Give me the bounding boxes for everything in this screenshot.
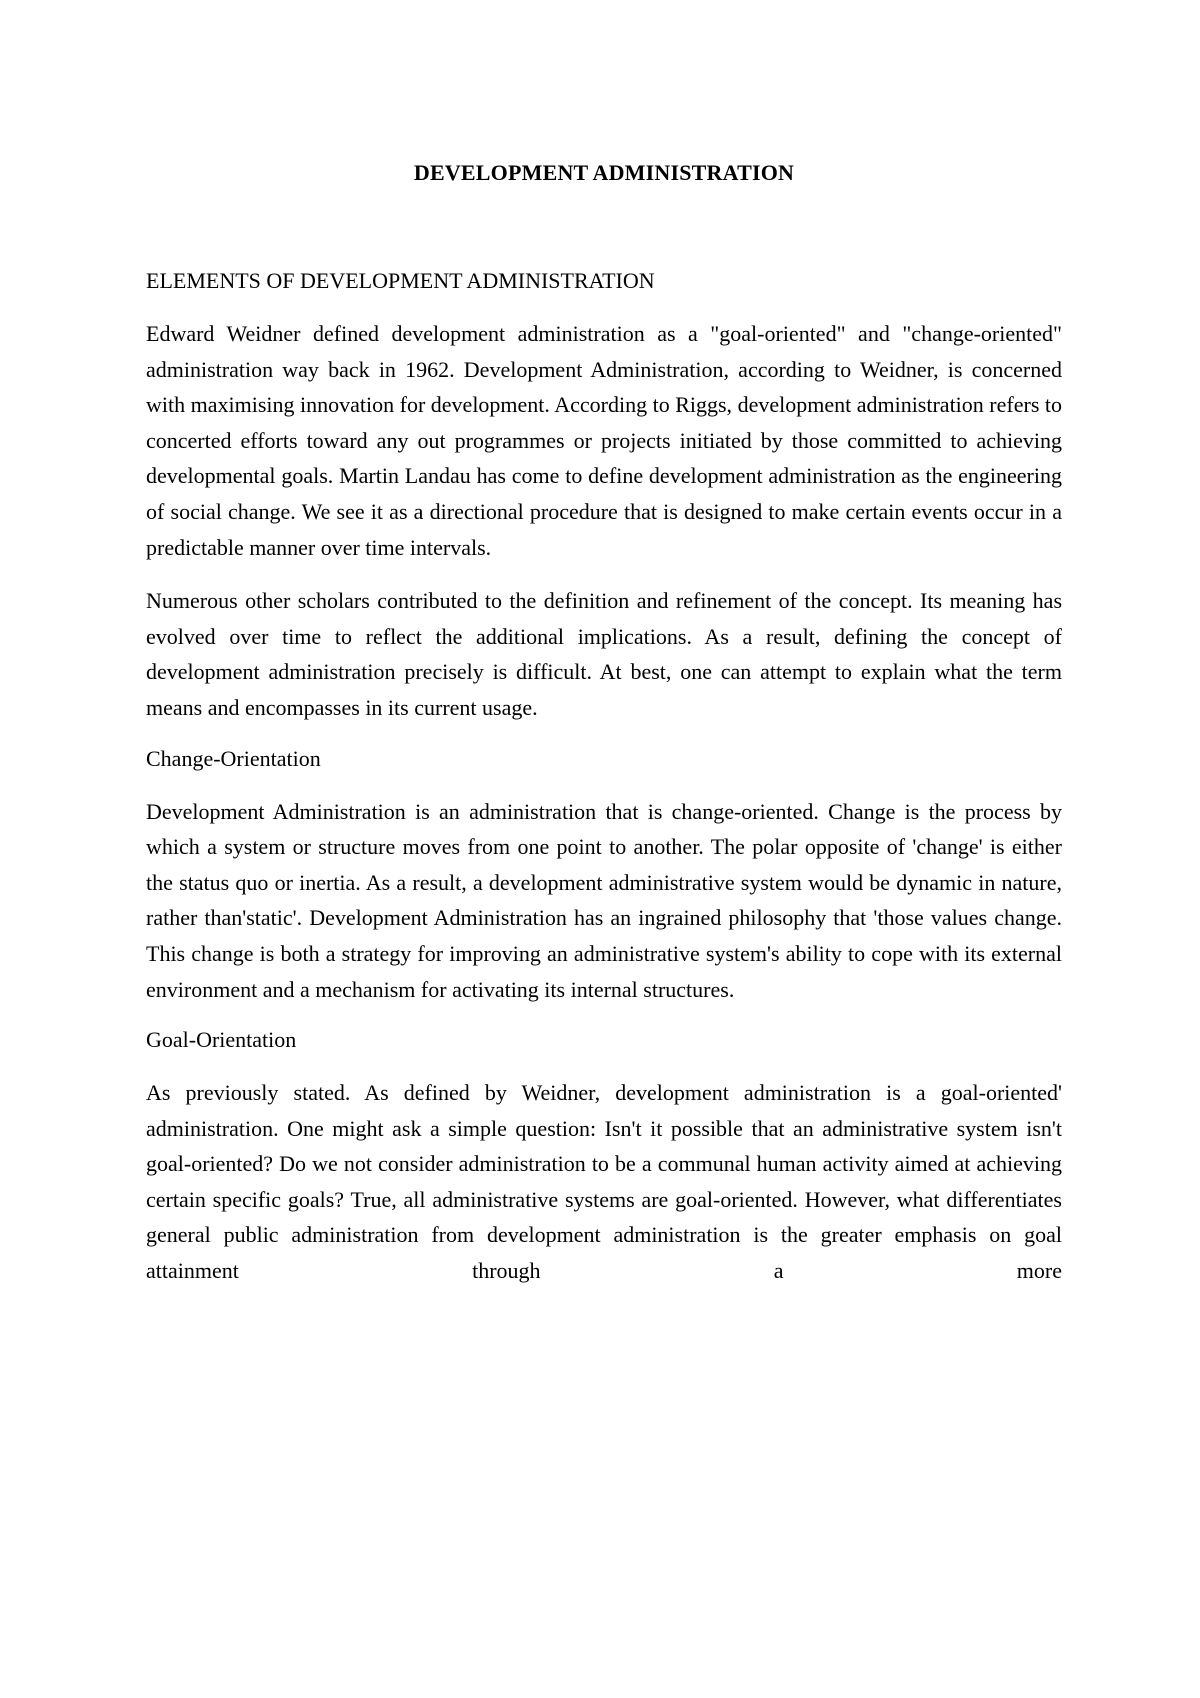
paragraph-change-orientation: Development Administration is an administration that is change-oriented. Change is the process by which a system or structure moves from one point to another. The polar opposite of 'change' is either the status quo or inertia. As a result, a development administrative system would be dynamic in nature, rather than'static'. Development Administration has an ingrained philosophy that 'those values change. This change is both a strategy for improving an administrative system's ability to cope with its external environment and a mechanism for activating its internal structures. bbox=[146, 798, 1062, 1002]
document-page bbox=[146, 158, 1062, 1289]
paragraph-scholars: Numerous other scholars contributed to the definition and refinement of the concept. Its meaning has evolved over time to reflect the additional implications. As a result, defining the concept of development administration precisely is difficult. At best, one can attempt to explain what the term means and encompasses in its current usage. bbox=[146, 588, 1062, 720]
section-heading: ELEMENTS OF DEVELOPMENT ADMINISTRATION bbox=[146, 268, 655, 293]
document-title: DEVELOPMENT ADMINISTRATION bbox=[413, 160, 795, 185]
paragraph-goal-orientation: As previously stated. As defined by Weidner, development administration is a goal-oriented' administration. One might ask a simple question: Isn't it possible that an administrative system isn't goal-oriented? Do we not consider administration to be a communal human activity aimed at achieving certain specific goals? True, all administrative systems are goal-oriented. However, what differentiates general public administration from development administration is the greater emphasis on goal attainment through a more bbox=[146, 1080, 1062, 1284]
subheading-change-orientation: Change-Orientation bbox=[146, 745, 321, 771]
subheading-goal-orientation: Goal-Orientation bbox=[146, 1027, 297, 1053]
paragraph-weidner-definition: Edward Weidner defined development administration as a "goal-oriented" and "change-oriented" administration way back in 1962. Development Administration, according to Weidner, is concerned with maximising innovation for development. According to Riggs, development administration refers to concerted efforts toward any out programmes or projects initiated by those committed to achieving developmental goals. Martin Landau has come to define development administration as the engineering of social change. We see it as a directional procedure that is designed to make certain events occur in a predictable manner over time intervals. bbox=[146, 321, 1062, 560]
